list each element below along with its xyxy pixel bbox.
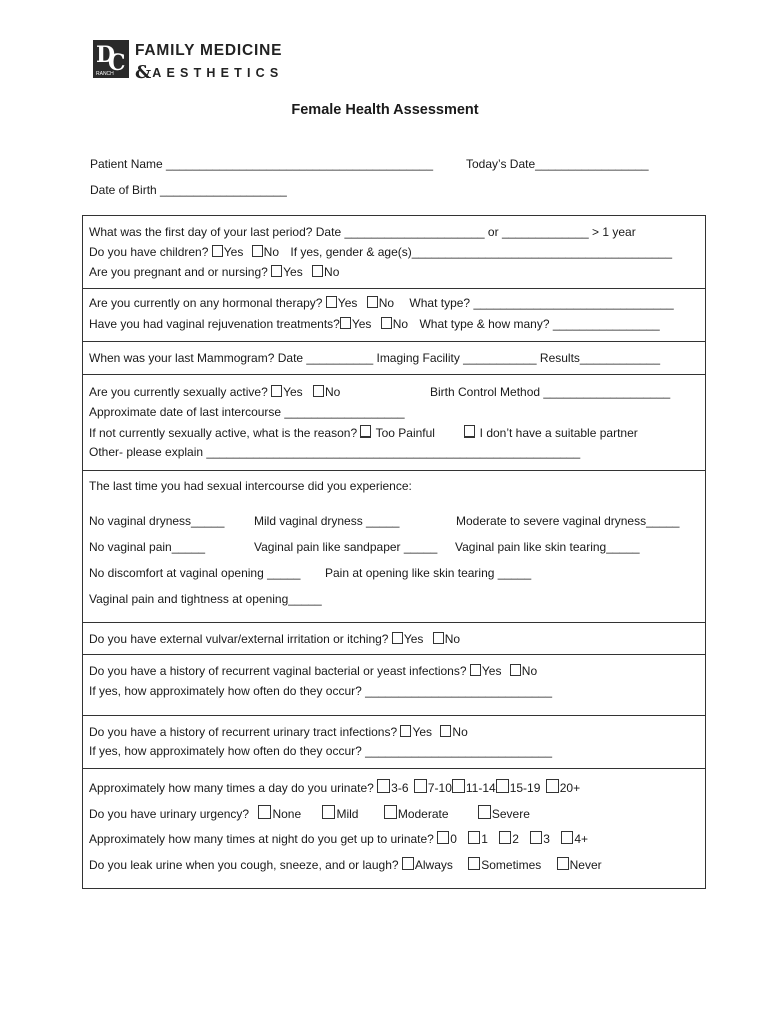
children-yes-label: Yes xyxy=(223,245,244,259)
rejuvenation-no-label: No xyxy=(392,317,409,331)
children-question-label: Do you have children? xyxy=(89,245,212,259)
date-of-birth-field[interactable]: Date of Birth ___________________ xyxy=(90,183,287,197)
hormonal-yes-checkbox[interactable] xyxy=(326,296,337,308)
hormonal-therapy-question xyxy=(89,296,674,310)
intercourse-experience-heading: The last time you had sexual intercourse did you experience: xyxy=(89,479,412,493)
night-3-label: 3 xyxy=(543,832,550,846)
section-uti-box xyxy=(82,715,706,769)
uti-no-label: No xyxy=(452,725,468,739)
not-active-reason-question xyxy=(89,425,638,440)
pregnant-yes-label: Yes xyxy=(283,265,303,279)
leak-urine-question xyxy=(89,857,602,872)
other-explain-field[interactable]: Other- please explain ________________________________________________________ xyxy=(89,445,581,459)
rejuvenation-yes-checkbox[interactable] xyxy=(340,317,351,329)
no-partner-label: I don’t have a suitable partner xyxy=(476,426,638,440)
vaginal-infection-no-checkbox[interactable] xyxy=(510,664,521,676)
urinate-3-6-label: 3-6 xyxy=(391,781,409,795)
leak-urine-label: Do you leak urine when you cough, sneeze, and or laugh? xyxy=(89,858,402,872)
night-0-checkbox[interactable] xyxy=(437,831,449,844)
mammogram-question[interactable]: When was your last Mammogram? Date __________ Imaging Facility ___________ Results____________ xyxy=(89,351,661,365)
logo-mark-c: C xyxy=(108,50,126,76)
vaginal-infection-question xyxy=(89,664,537,678)
birth-control-field[interactable]: Birth Control Method ___________________ xyxy=(430,385,671,399)
pregnant-no-label: No xyxy=(324,265,340,279)
too-painful-checkbox[interactable] xyxy=(360,425,371,438)
night-4-plus-checkbox[interactable] xyxy=(561,831,573,844)
logo-ampersand: & xyxy=(135,62,152,83)
urinate-daily-label: Approximately how many times a day do you urinate? xyxy=(89,781,378,795)
vulvar-irritation-question xyxy=(89,632,460,646)
last-period-question[interactable]: What was the first day of your last period? Date _____________________ or _____________ > 1 year xyxy=(89,225,636,239)
vaginal-infection-yes-checkbox[interactable] xyxy=(470,664,481,676)
night-urination-label: Approximately how many times at night do you get up to urinate? xyxy=(89,832,438,846)
hormonal-no-label: No xyxy=(378,296,395,310)
leak-always-checkbox[interactable] xyxy=(402,857,414,870)
no-partner-checkbox[interactable] xyxy=(464,425,475,438)
urinate-11-14-label: 11-14 xyxy=(465,781,496,795)
urgency-severe-checkbox[interactable] xyxy=(478,805,491,819)
rejuvenation-no-checkbox[interactable] xyxy=(381,317,392,329)
logo-mark-small: RANCH xyxy=(96,71,114,77)
urgency-label: Do you have urinary urgency? xyxy=(89,807,253,821)
hormonal-yes-label: Yes xyxy=(337,296,358,310)
vaginal-infection-label: Do you have a history of recurrent vaginal bacterial or yeast infections? xyxy=(89,664,467,678)
children-details-field[interactable]: If yes, gender & age(s)_______________________________________ xyxy=(290,245,673,259)
uti-yes-checkbox[interactable] xyxy=(400,725,411,737)
logo-line-2 xyxy=(135,61,283,82)
urinate-11-14-checkbox[interactable] xyxy=(452,779,465,793)
no-vaginal-dryness-field[interactable]: No vaginal dryness_____ xyxy=(89,514,225,528)
night-urination-question xyxy=(89,831,588,846)
vulvar-yes-label: Yes xyxy=(403,632,424,646)
children-yes-checkbox[interactable] xyxy=(212,245,223,257)
night-2-checkbox[interactable] xyxy=(499,831,511,844)
rejuvenation-question-label: Have you had vaginal rejuvenation treatments? xyxy=(89,317,340,331)
sexually-active-label: Are you currently sexually active? xyxy=(89,385,272,399)
sexually-active-no-checkbox[interactable] xyxy=(313,385,324,397)
skin-tearing-pain-field[interactable]: Vaginal pain like skin tearing_____ xyxy=(455,540,640,554)
uti-question-label: Do you have a history of recurrent urinary tract infections? xyxy=(89,725,401,739)
urinate-15-19-label: 15-19 xyxy=(509,781,541,795)
rejuvenation-type-field[interactable]: What type & how many? ________________ xyxy=(419,317,660,331)
page-title: Female Health Assessment xyxy=(291,102,479,118)
patient-name-field[interactable]: Patient Name ________________________________________ xyxy=(90,157,433,171)
urgency-moderate-label: Moderate xyxy=(397,807,449,821)
uti-frequency-field[interactable]: If yes, how approximately how often do they occur? ____________________________ xyxy=(89,744,553,758)
no-vaginal-pain-field[interactable]: No vaginal pain_____ xyxy=(89,540,206,554)
too-painful-label: Too Painful xyxy=(372,426,435,440)
urgency-moderate-checkbox[interactable] xyxy=(384,805,397,819)
vaginal-infection-yes-label: Yes xyxy=(481,664,502,678)
leak-never-label: Never xyxy=(569,858,602,872)
children-question xyxy=(89,245,672,259)
uti-question xyxy=(89,725,468,739)
urinate-20-plus-label: 20+ xyxy=(559,781,581,795)
urgency-none-checkbox[interactable] xyxy=(258,805,271,819)
uti-yes-label: Yes xyxy=(412,725,433,739)
moderate-severe-dryness-field[interactable]: Moderate to severe vaginal dryness_____ xyxy=(456,514,680,528)
sexually-active-yes-checkbox[interactable] xyxy=(271,385,282,397)
night-2-label: 2 xyxy=(512,832,519,846)
vaginal-infection-frequency-field[interactable]: If yes, how approximately how often do they occur? ____________________________ xyxy=(89,684,553,698)
urinate-7-10-label: 7-10 xyxy=(427,781,452,795)
children-no-checkbox[interactable] xyxy=(252,245,263,257)
uti-no-checkbox[interactable] xyxy=(440,725,451,737)
opening-pain-field[interactable]: Pain at opening like skin tearing _____ xyxy=(325,566,532,580)
pregnant-yes-checkbox[interactable] xyxy=(271,265,282,277)
urgency-severe-label: Severe xyxy=(491,807,530,821)
urinate-15-19-checkbox[interactable] xyxy=(496,779,509,793)
leak-always-label: Always xyxy=(414,858,453,872)
logo-mark-d: D xyxy=(96,42,116,68)
night-0-label: 0 xyxy=(450,832,457,846)
urgency-question xyxy=(89,805,530,821)
urinate-daily-question xyxy=(89,779,580,795)
night-3-checkbox[interactable] xyxy=(530,831,542,844)
pregnant-no-checkbox[interactable] xyxy=(312,265,323,277)
urgency-mild-label: Mild xyxy=(336,807,359,821)
pregnant-question-label: Are you pregnant and or nursing? xyxy=(89,265,272,279)
hormonal-type-field[interactable]: What type? ______________________________ xyxy=(409,296,674,310)
vaginal-infection-no-label: No xyxy=(521,664,538,678)
hormonal-no-checkbox[interactable] xyxy=(367,296,378,308)
todays-date-field[interactable]: Today’s Date_________________ xyxy=(466,157,649,171)
logo-mark-icon xyxy=(93,40,129,78)
night-1-label: 1 xyxy=(481,832,488,846)
urinate-7-10-checkbox[interactable] xyxy=(414,779,427,793)
rejuvenation-yes-label: Yes xyxy=(351,317,372,331)
night-1-checkbox[interactable] xyxy=(468,831,480,844)
rejuvenation-question xyxy=(89,317,660,331)
sexually-active-question xyxy=(89,385,340,399)
hormonal-question-label: Are you currently on any hormonal therapy? xyxy=(89,296,326,310)
urgency-none-label: None xyxy=(272,807,302,821)
leak-sometimes-label: Sometimes xyxy=(481,858,542,872)
mild-vaginal-dryness-field[interactable]: Mild vaginal dryness _____ xyxy=(254,514,400,528)
vulvar-no-checkbox[interactable] xyxy=(433,632,444,644)
vulvar-yes-checkbox[interactable] xyxy=(392,632,403,644)
sexually-active-yes-label: Yes xyxy=(283,385,303,399)
urgency-mild-checkbox[interactable] xyxy=(322,805,335,819)
pain-tightness-field[interactable]: Vaginal pain and tightness at opening_____ xyxy=(89,592,322,606)
sandpaper-pain-field[interactable]: Vaginal pain like sandpaper _____ xyxy=(254,540,438,554)
no-discomfort-field[interactable]: No discomfort at vaginal opening _____ xyxy=(89,566,301,580)
logo-line-1: FAMILY MEDICINE xyxy=(135,42,283,59)
children-no-label: No xyxy=(263,245,280,259)
leak-never-checkbox[interactable] xyxy=(557,857,569,870)
leak-sometimes-checkbox[interactable] xyxy=(468,857,480,870)
vulvar-question-label: Do you have external vulvar/external irritation or itching? xyxy=(89,632,392,646)
pregnant-question xyxy=(89,265,339,279)
last-intercourse-field[interactable]: Approximate date of last intercourse __________________ xyxy=(89,405,405,419)
logo-line-2-text: AESTHETICS xyxy=(152,66,284,80)
not-active-reason-label: If not currently sexually active, what is the reason? xyxy=(89,426,361,440)
urinate-20-plus-checkbox[interactable] xyxy=(546,779,559,793)
urinate-3-6-checkbox[interactable] xyxy=(377,779,390,793)
sexually-active-no-label: No xyxy=(325,385,341,399)
night-4-plus-label: 4+ xyxy=(574,832,589,846)
vulvar-no-label: No xyxy=(444,632,461,646)
